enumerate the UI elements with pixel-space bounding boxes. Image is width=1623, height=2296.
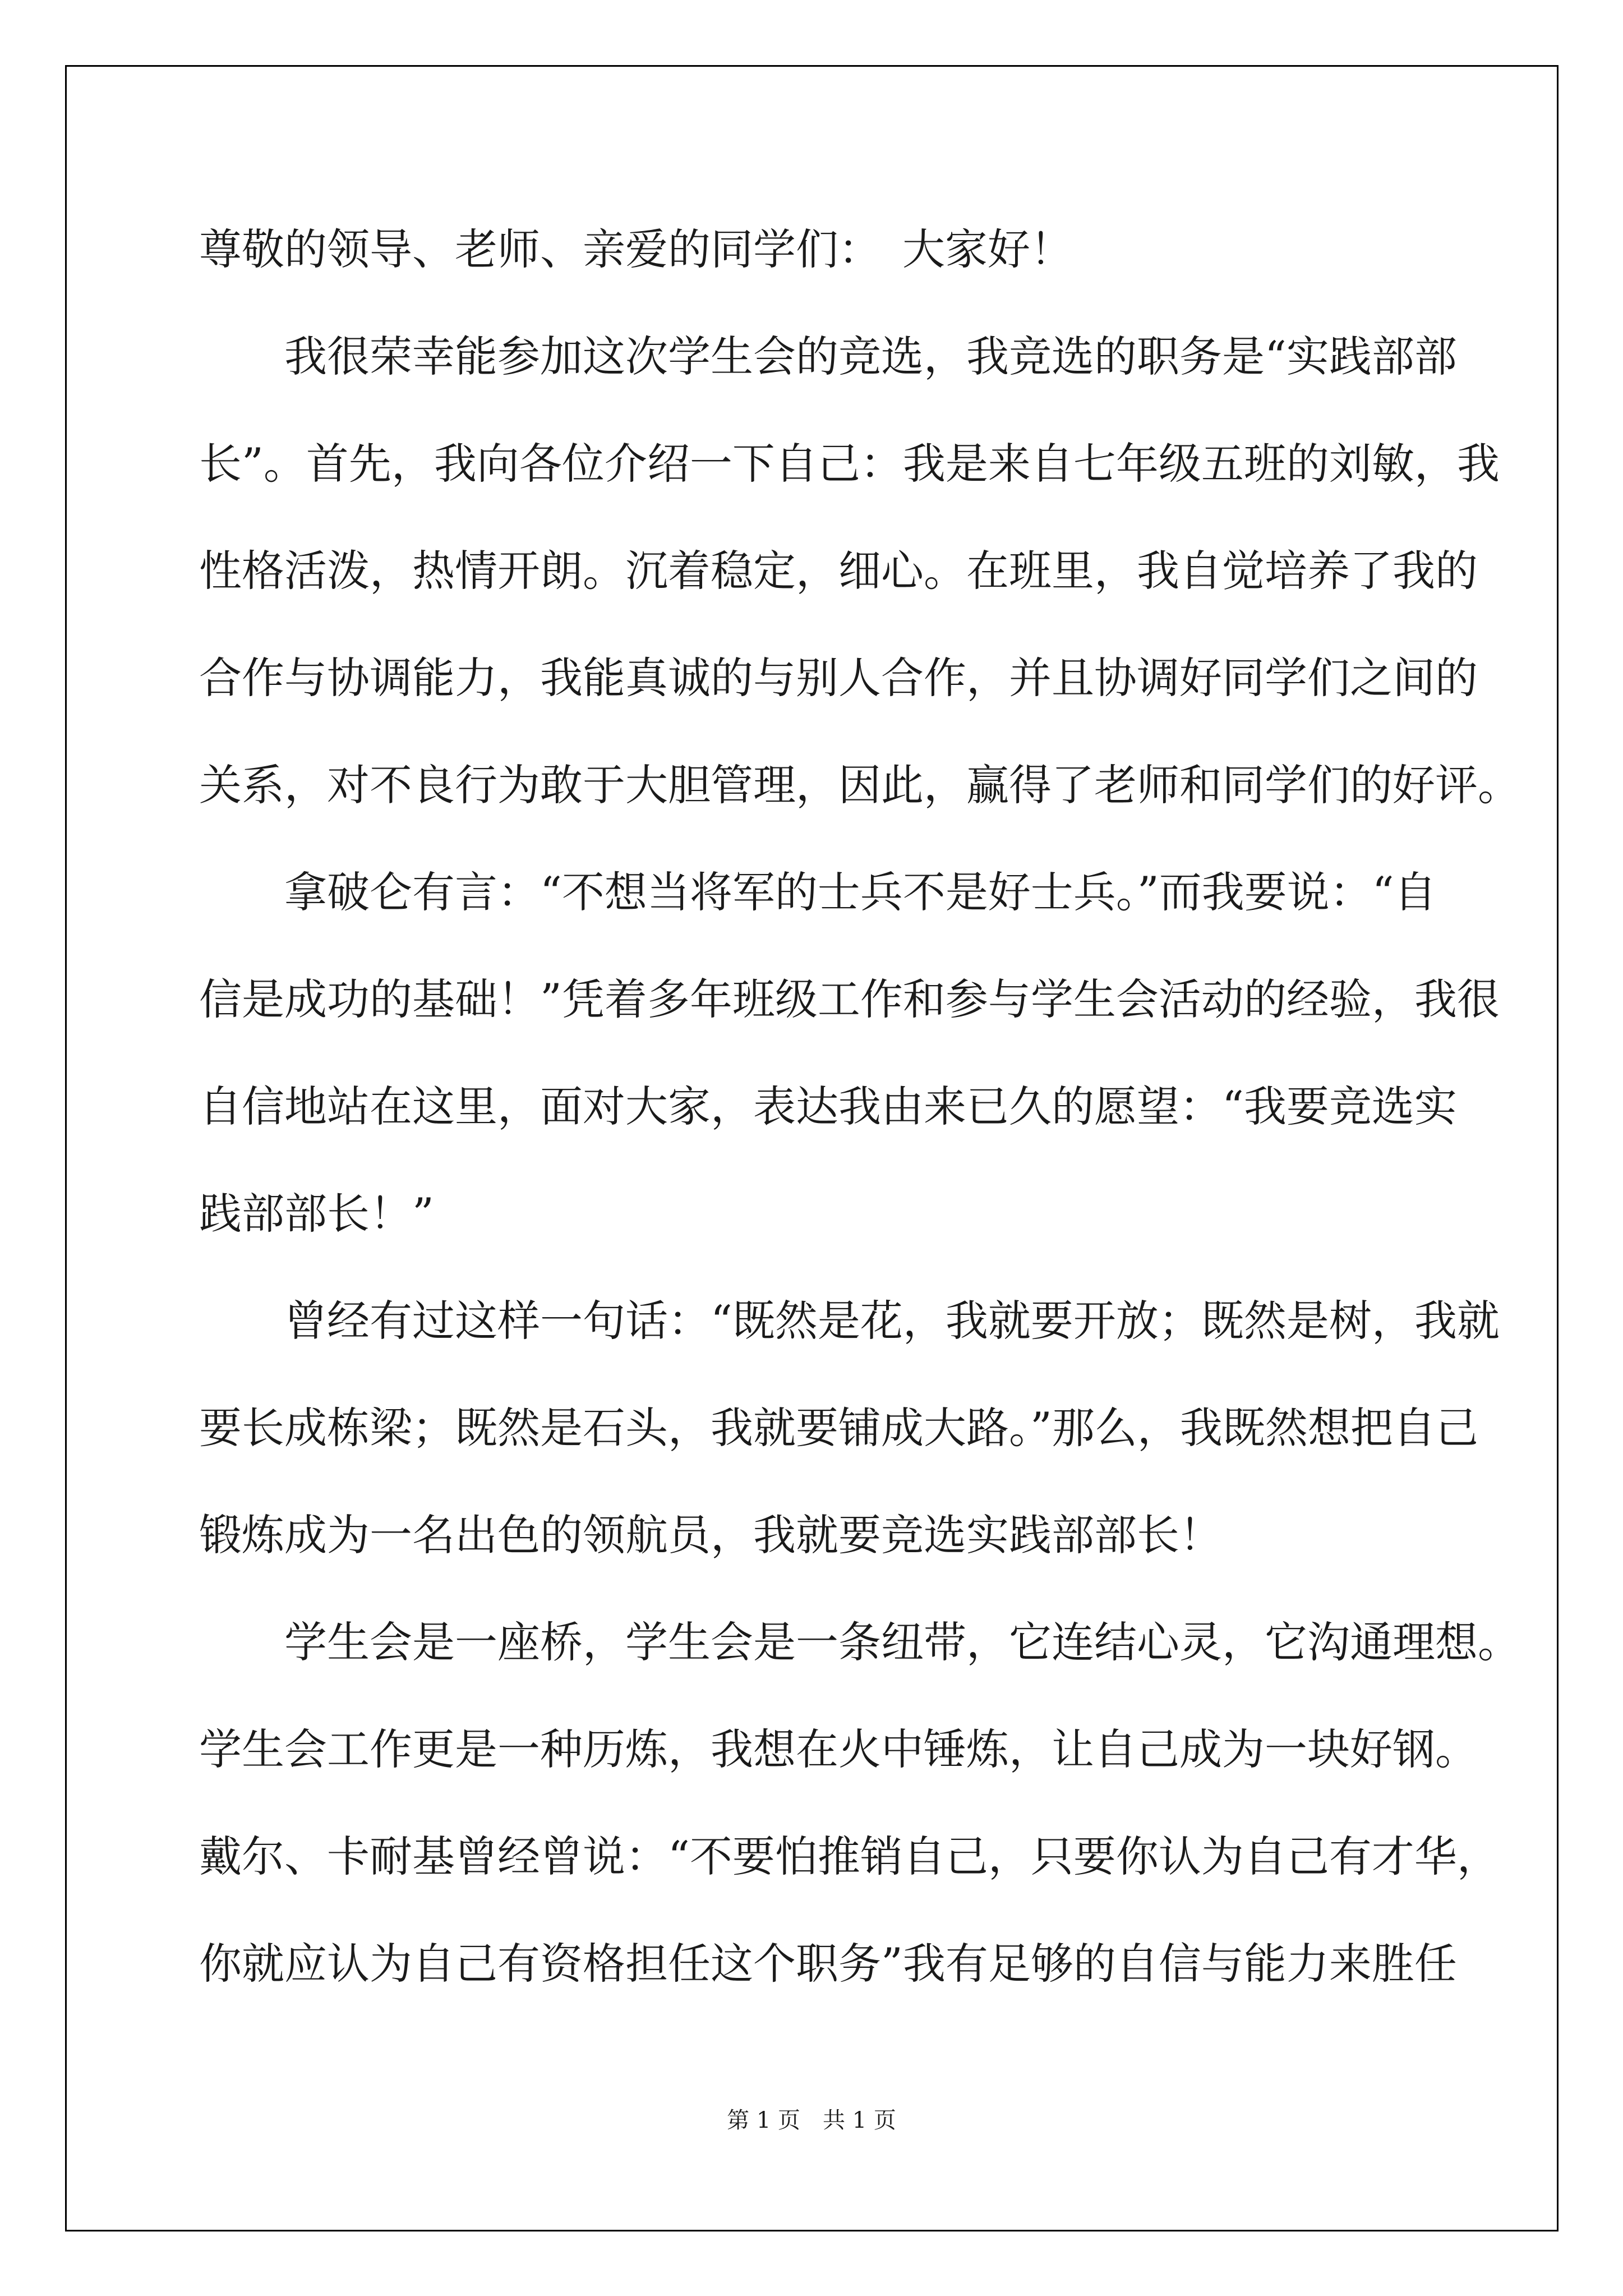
paragraph-line: 自信地站在这里，面对大家，表达我由来已久的愿望：“我要竞选实 (199, 1082, 1457, 1131)
paragraph-line: 曾经有过这样一句话：“既然是花，我就要开放；既然是树，我就 (284, 1296, 1500, 1346)
paragraph-line: 合作与协调能力，我能真诚的与别人合作，并且协调好同学们之间的 (199, 653, 1478, 703)
paragraph-line: 我很荣幸能参加这次学生会的竞选，我竞选的职务是“实践部部 (284, 332, 1457, 381)
paragraph-line: 你就应认为自己有资格担任这个职务”我有足够的自信与能力来胜任 (199, 1939, 1457, 1989)
paragraph-line: 长”。首先，我向各位介绍一下自己：我是来自七年级五班的刘敏，我 (199, 439, 1500, 489)
paragraph-line: 践部部长！” (199, 1189, 434, 1239)
page-number-footer: 第 1 页 共 1 页 (727, 2108, 896, 2133)
paragraph-line: 要长成栋梁；既然是石头，我就要铺成大路。”那么，我既然想把自己 (199, 1403, 1478, 1453)
paragraph-line: 信是成功的基础！”凭着多年班级工作和参与学生会活动的经验，我很 (199, 974, 1500, 1024)
paragraph-line: 学生会是一座桥，学生会是一条纽带，它连结心灵，它沟通理想。 (284, 1617, 1520, 1667)
paragraph-line: 性格活泼，热情开朗。沉着稳定，细心。在班里，我自觉培养了我的 (199, 546, 1478, 596)
paragraph-line: 锻炼成为一名出色的领航员，我就要竞选实践部部长！ (199, 1510, 1222, 1560)
document-body (199, 208, 1520, 2029)
paragraph-line: 拿破仑有言：“不想当将军的士兵不是好士兵。”而我要说：“自 (284, 867, 1437, 917)
paragraph-line: 学生会工作更是一种历炼，我想在火中锤炼，让自己成为一块好钢。 (199, 1724, 1478, 1774)
greeting-line: 尊敬的领导、老师、亲爱的同学们： 大家好！ (199, 224, 1073, 274)
paragraph-line: 戴尔、卡耐基曾经曾说：“不要怕推销自己，只要你认为自己有才华， (199, 1832, 1500, 1881)
paragraph-line: 关系，对不良行为敢于大胆管理，因此，赢得了老师和同学们的好评。 (199, 760, 1520, 810)
